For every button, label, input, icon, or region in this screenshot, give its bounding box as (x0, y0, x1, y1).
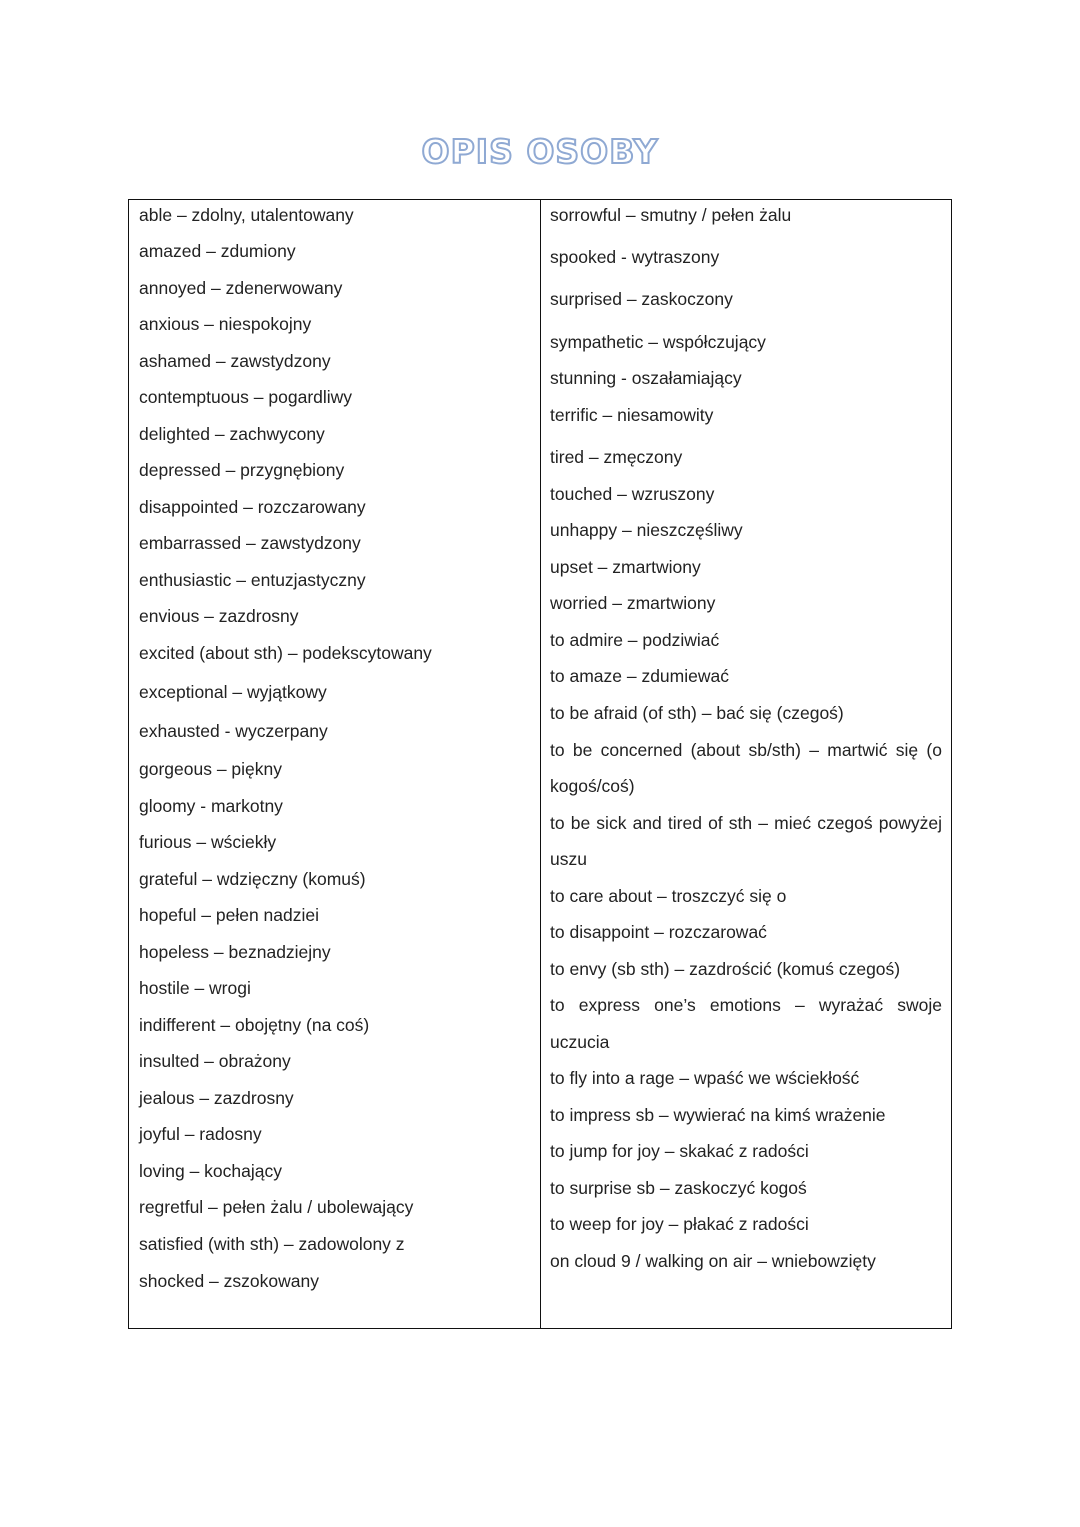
vocab-entry: gorgeous – piękny (139, 759, 283, 779)
vocab-entry: exhausted - wyczerpany (139, 721, 328, 741)
vocab-entry: furious – wściekły (139, 832, 277, 852)
vocab-entry: to surprise sb – zaskoczyć kogoś (550, 1178, 807, 1198)
vocab-entry: jealous – zazdrosny (139, 1088, 294, 1108)
page-title: OPIS OSOBY (421, 132, 659, 171)
vocab-entry: excited (about sth) – podekscytowany (139, 643, 432, 663)
vocab-entry: to impress sb – wywierać na kimś wrażenie (550, 1105, 886, 1125)
vocab-entry: uczucia (550, 1032, 610, 1052)
vocab-entry: able – zdolny, utalentowany (139, 205, 354, 225)
vocab-entry: loving – kochający (139, 1161, 282, 1181)
vocab-entry: sympathetic – współczujący (550, 332, 766, 352)
vocab-entry: annoyed – zdenerwowany (139, 278, 343, 298)
vocab-entry: satisfied (with sth) – zadowolony z (139, 1234, 405, 1254)
vocab-entry: exceptional – wyjątkowy (139, 682, 327, 702)
vocab-entry: ashamed – zawstydzony (139, 351, 331, 371)
vocab-entry: surprised – zaskoczony (550, 289, 733, 309)
vocab-entry: tired – zmęczony (550, 447, 683, 467)
vocab-entry: to envy (sb sth) – zazdrościć (komuś czegoś) (550, 959, 901, 979)
vocab-entry: touched – wzruszony (550, 484, 715, 504)
vocab-entry: to be concerned (about sb/sth) – martwić się (o (550, 740, 942, 760)
vocab-entry: to amaze – zdumiewać (550, 666, 729, 686)
vocab-entry: hopeless – beznadziejny (139, 942, 331, 962)
vocab-entry: to fly into a rage – wpaść we wściekłość (550, 1068, 860, 1088)
vocab-entry: shocked – zszokowany (139, 1271, 319, 1291)
vocab-entry: indifferent – obojętny (na coś) (139, 1015, 370, 1035)
vocabulary-table (128, 199, 952, 1329)
vocab-entry: hopeful – pełen nadziei (139, 905, 320, 925)
vocab-entry: to be sick and tired of sth – mieć czegoś powyżej (550, 813, 942, 833)
vocab-entry: amazed – zdumiony (139, 241, 296, 261)
vocab-entry: depressed – przygnębiony (139, 460, 345, 480)
vocab-entry: envious – zazdrosny (139, 606, 299, 626)
vocab-entry: to disappoint – rozczarować (550, 922, 767, 942)
vocab-entry: delighted – zachwycony (139, 424, 325, 444)
vocab-entry: to care about – troszczyć się o (550, 886, 787, 906)
vocab-entry: embarrassed – zawstydzony (139, 533, 361, 553)
vocab-entry: contemptuous – pogardliwy (139, 387, 353, 407)
vocab-entry: to express one’s emotions – wyrażać swoje (550, 995, 942, 1015)
vocab-entry: gloomy - markotny (139, 796, 283, 816)
vocab-entry: to be afraid (of sth) – bać się (czegoś) (550, 703, 844, 723)
vocab-entry: anxious – niespokojny (139, 314, 312, 334)
vocab-entry: to weep for joy – płakać z radości (550, 1214, 809, 1234)
vocab-entry: stunning - oszałamiający (550, 368, 742, 388)
vocab-entry: grateful – wdzięczny (komuś) (139, 869, 366, 889)
column-divider (540, 200, 541, 1328)
vocab-entry: to admire – podziwiać (550, 630, 720, 650)
vocab-entry: uszu (550, 849, 587, 869)
vocab-entry: on cloud 9 / walking on air – wniebowzięty (550, 1251, 876, 1271)
vocab-entry: unhappy – nieszczęśliwy (550, 520, 743, 540)
vocab-entry: upset – zmartwiony (550, 557, 701, 577)
vocab-entry: worried – zmartwiony (550, 593, 716, 613)
vocab-entry: regretful – pełen żalu / ubolewający (139, 1197, 414, 1217)
vocab-entry: joyful – radosny (139, 1124, 262, 1144)
vocab-entry: spooked - wytraszony (550, 247, 720, 267)
vocab-entry: enthusiastic – entuzjastyczny (139, 570, 366, 590)
vocab-entry: terrific – niesamowity (550, 405, 714, 425)
vocab-entry: hostile – wrogi (139, 978, 251, 998)
vocab-entry: to jump for joy – skakać z radości (550, 1141, 809, 1161)
vocab-entry: kogoś/coś) (550, 776, 635, 796)
vocab-entry: sorrowful – smutny / pełen żalu (550, 205, 792, 225)
vocab-entry: disappointed – rozczarowany (139, 497, 366, 517)
vocab-entry: insulted – obrażony (139, 1051, 291, 1071)
